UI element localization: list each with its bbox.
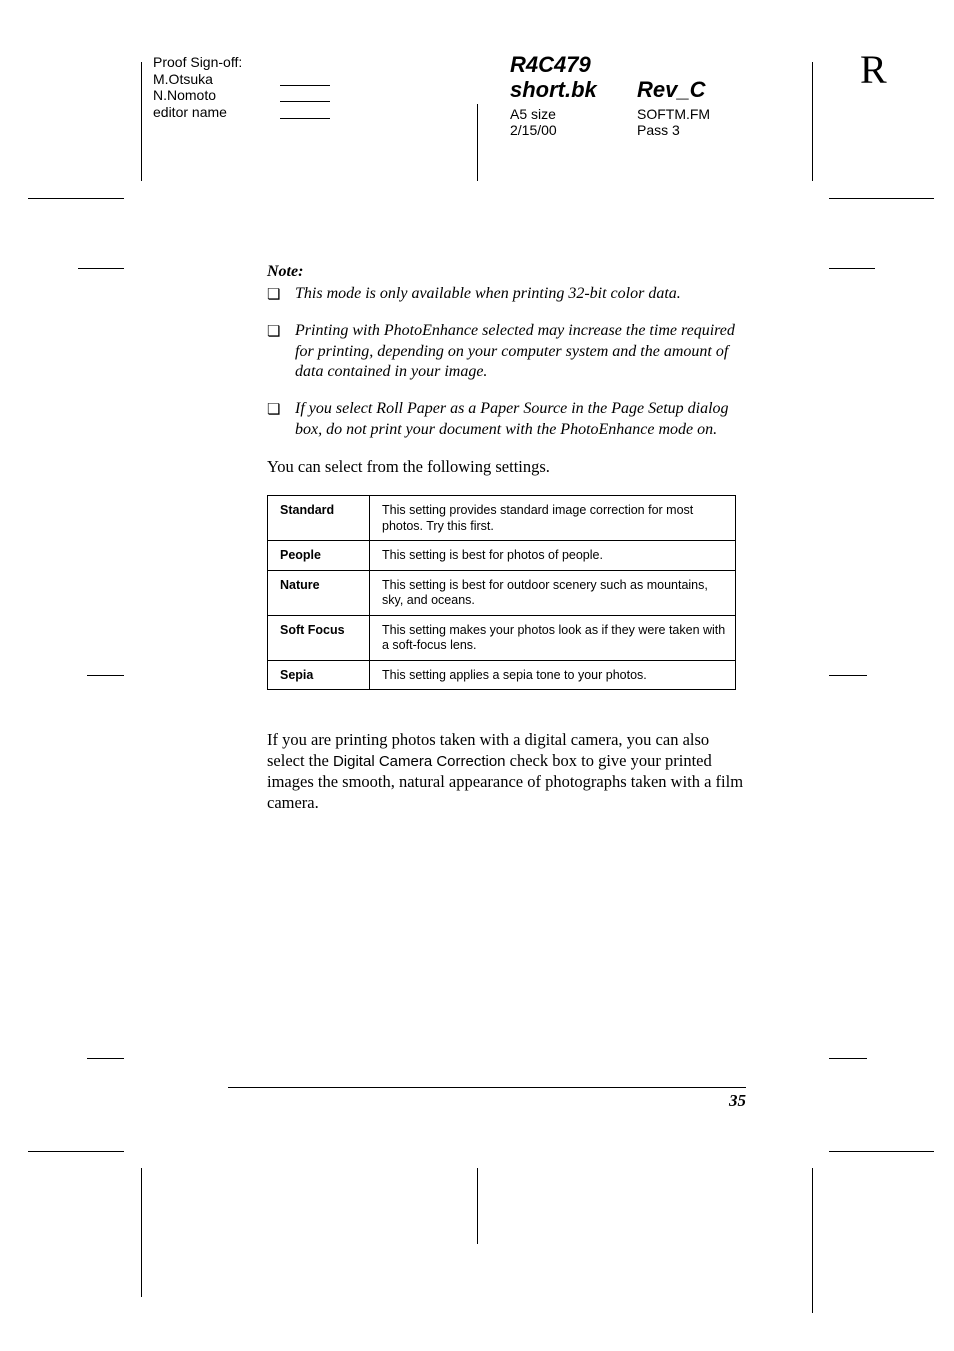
crop-mark bbox=[829, 1058, 867, 1059]
crop-mark bbox=[87, 1058, 124, 1059]
crop-mark bbox=[78, 268, 124, 269]
table-row bbox=[268, 496, 736, 541]
checkbox-bullet-icon: ❏ bbox=[267, 324, 281, 340]
setting-description: This setting provides standard image correction for most photos. Try this first. bbox=[370, 496, 736, 541]
table-row bbox=[268, 570, 736, 615]
table-row bbox=[268, 660, 736, 690]
proof-signoff bbox=[153, 54, 242, 120]
footer-rule bbox=[228, 1087, 746, 1088]
page-size: A5 size bbox=[510, 106, 556, 122]
crop-mark bbox=[28, 1151, 124, 1152]
crop-mark bbox=[812, 1168, 813, 1313]
setting-name: People bbox=[268, 541, 370, 571]
setting-name: Standard bbox=[268, 496, 370, 541]
crop-mark bbox=[812, 62, 813, 181]
signature-blank bbox=[280, 101, 330, 102]
proof-signoff-label: Proof Sign-off: bbox=[153, 54, 243, 70]
revision: Rev_C bbox=[637, 77, 706, 102]
crop-mark bbox=[28, 198, 124, 199]
signature-blank bbox=[280, 118, 330, 119]
crop-mark bbox=[477, 104, 478, 181]
note-title: Note: bbox=[267, 263, 304, 280]
camera-paragraph-text: check box to give your printed images the smooth, natural appearance of photographs taken with a film camera. bbox=[267, 750, 744, 812]
crop-mark bbox=[477, 1168, 478, 1244]
crop-mark bbox=[829, 675, 867, 676]
crop-mark bbox=[87, 675, 124, 676]
proof-editor-name: editor name bbox=[153, 103, 227, 120]
note-item: If you select Roll Paper as a Paper Source in the Page Setup dialog box, do not print your document with the PhotoEnhance mode on. bbox=[295, 400, 729, 438]
proof-signer-1: M.Otsuka bbox=[153, 70, 213, 87]
table-row bbox=[268, 615, 736, 660]
crop-mark bbox=[141, 1168, 142, 1297]
digital-camera-correction-label: Digital Camera Correction bbox=[332, 752, 506, 770]
corner-letter: R bbox=[860, 47, 887, 92]
book-file: short.bk bbox=[510, 77, 597, 102]
setting-description: This setting applies a sepia tone to your photos. bbox=[370, 660, 736, 690]
crop-mark bbox=[829, 1151, 934, 1152]
checkbox-bullet-icon: ❏ bbox=[267, 402, 281, 418]
signature-blank bbox=[280, 85, 330, 86]
note-item: Printing with PhotoEnhance selected may increase the time required for printing, depending on your computer system and the amount of data contained in your image. bbox=[295, 322, 735, 380]
crop-mark bbox=[141, 62, 142, 181]
book-code: R4C479 bbox=[510, 52, 591, 77]
pass-number: Pass 3 bbox=[637, 122, 680, 138]
setting-description: This setting is best for outdoor scenery such as mountains, sky, and oceans. bbox=[370, 570, 736, 615]
setting-description: This setting makes your photos look as if they were taken with a soft-focus lens. bbox=[370, 615, 736, 660]
setting-description: This setting is best for photos of people. bbox=[370, 541, 736, 571]
file-name: SOFTM.FM bbox=[637, 106, 711, 122]
camera-paragraph bbox=[267, 730, 745, 813]
setting-name: Soft Focus bbox=[268, 615, 370, 660]
settings-table bbox=[267, 495, 736, 690]
crop-mark bbox=[829, 268, 875, 269]
setting-name: Nature bbox=[268, 570, 370, 615]
crop-mark bbox=[829, 198, 934, 199]
checkbox-bullet-icon: ❏ bbox=[267, 287, 281, 303]
proof-signer-2: N.Nomoto bbox=[153, 87, 217, 104]
table-row bbox=[268, 541, 736, 571]
date: 2/15/00 bbox=[510, 122, 557, 138]
intro-text: You can select from the following settings. bbox=[267, 457, 550, 476]
camera-paragraph-text: If you are printing photos taken with a digital camera, you can also select the bbox=[267, 730, 710, 770]
setting-name: Sepia bbox=[268, 660, 370, 690]
page-number: 35 bbox=[729, 1091, 746, 1110]
note-item: This mode is only available when printing 32-bit color data. bbox=[295, 285, 681, 302]
